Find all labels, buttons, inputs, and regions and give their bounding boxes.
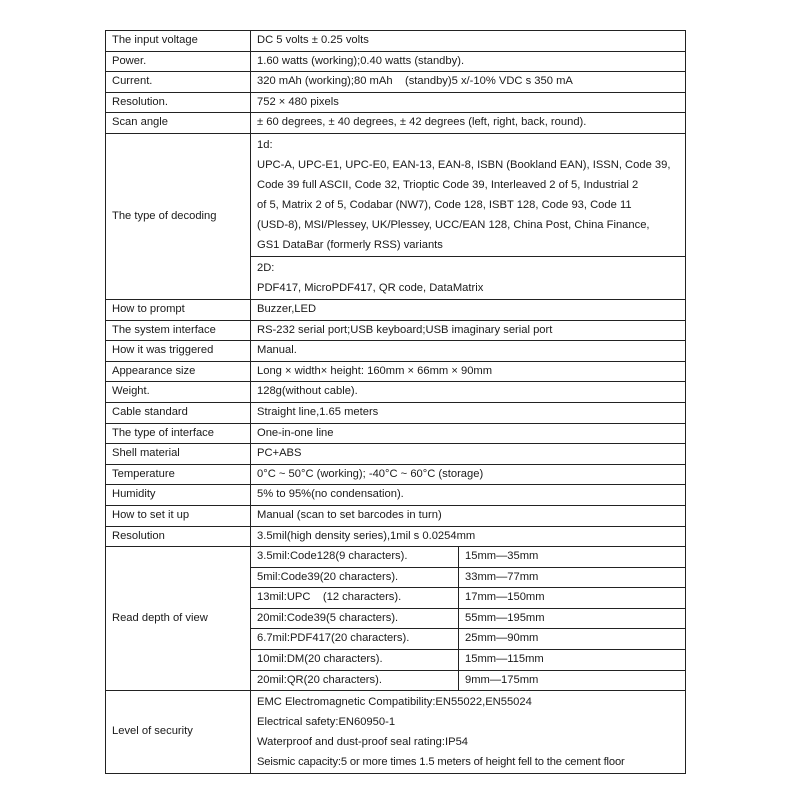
title-2d: 2D: (257, 261, 275, 274)
code: 5mil:Code39(20 characters). (251, 567, 459, 588)
range: 33mm—77mm (459, 567, 686, 588)
row-weight (106, 382, 686, 403)
row-temperature (106, 464, 686, 485)
range: 9mm—175mm (459, 670, 686, 691)
value: 0°C ~ 50°C (working); -40°C ~ 60°C (storage) (251, 464, 686, 485)
label: Read depth of view (106, 547, 251, 691)
row-resolution-px (106, 92, 686, 113)
code: 13mil:UPC (12 characters). (251, 588, 459, 609)
row-decoding-1d (106, 133, 686, 256)
label: Resolution. (106, 92, 251, 113)
value: Manual (scan to set barcodes in turn) (251, 505, 686, 526)
label: The type of decoding (106, 133, 251, 299)
label: Cable standard (106, 402, 251, 423)
label: Shell material (106, 444, 251, 465)
range: 17mm—150mm (459, 588, 686, 609)
row-appearance (106, 361, 686, 382)
label: Temperature (106, 464, 251, 485)
spec-table (105, 30, 686, 774)
row-humidity (106, 485, 686, 506)
value: Manual. (251, 341, 686, 362)
value: ± 60 degrees, ± 40 degrees, ± 42 degrees (left, right, back, round). (251, 113, 686, 134)
row-resolution-mil (106, 526, 686, 547)
value: 5% to 95%(no condensation). (251, 485, 686, 506)
label: Resolution (106, 526, 251, 547)
value: Buzzer,LED (251, 299, 686, 320)
value: PC+ABS (251, 444, 686, 465)
decoding-1d (251, 133, 686, 256)
line: Waterproof and dust-proof seal rating:IP54 (257, 736, 469, 749)
label: Humidity (106, 485, 251, 506)
label: Power. (106, 51, 251, 72)
line: GS1 DataBar (formerly RSS) variants (257, 238, 443, 251)
label: Current. (106, 72, 251, 93)
row-read-depth (106, 547, 686, 568)
label: Scan angle (106, 113, 251, 134)
row-current (106, 72, 686, 93)
label: The system interface (106, 320, 251, 341)
value: One-in-one line (251, 423, 686, 444)
value: RS-232 serial port;USB keyboard;USB imaginary serial port (251, 320, 686, 341)
row-input-voltage (106, 31, 686, 52)
row-cable (106, 402, 686, 423)
code: 20mil:QR(20 characters). (251, 670, 459, 691)
label: How to set it up (106, 505, 251, 526)
row-setup (106, 505, 686, 526)
value: Long × width× height: 160mm × 66mm × 90mm (251, 361, 686, 382)
code: 6.7mil:PDF417(20 characters). (251, 629, 459, 650)
line: UPC-A, UPC-E1, UPC-E0, EAN-13, EAN-8, ISBN (Bookland EAN), ISSN, Code 39, (257, 158, 671, 171)
line: of 5, Matrix 2 of 5, Codabar (NW7), Code 128, ISBT 128, Code 93, Code 11 (257, 198, 632, 211)
line: Electrical safety:EN60950-1 (257, 716, 396, 729)
line: Code 39 full ASCII, Code 32, Trioptic Code 39, Interleaved 2 of 5, Industrial 2 (257, 178, 639, 191)
range: 55mm—195mm (459, 608, 686, 629)
code: 10mil:DM(20 characters). (251, 650, 459, 671)
row-security (106, 691, 686, 774)
label: Appearance size (106, 361, 251, 382)
row-trigger (106, 341, 686, 362)
code: 3.5mil:Code128(9 characters). (251, 547, 459, 568)
row-prompt (106, 299, 686, 320)
line: EMC Electromagnetic Compatibility:EN55022,EN55024 (257, 696, 532, 709)
title-1d: 1d: (257, 138, 273, 151)
security-values (251, 691, 686, 774)
value: 752 × 480 pixels (251, 92, 686, 113)
row-interface-type (106, 423, 686, 444)
label: The type of interface (106, 423, 251, 444)
code: 20mil:Code39(5 characters). (251, 608, 459, 629)
label: The input voltage (106, 31, 251, 52)
value: DC 5 volts ± 0.25 volts (251, 31, 686, 52)
value: PDF417, MicroPDF417, QR code, DataMatrix (257, 281, 484, 294)
value: 3.5mil(high density series),1mil s 0.0254mm (251, 526, 686, 547)
row-shell (106, 444, 686, 465)
value: 320 mAh (working);80 mAh (standby)5 x/-10% VDC s 350 mA (251, 72, 686, 93)
row-system-interface (106, 320, 686, 341)
row-power (106, 51, 686, 72)
label: Weight. (106, 382, 251, 403)
range: 25mm—90mm (459, 629, 686, 650)
value: Straight line,1.65 meters (251, 402, 686, 423)
row-scan-angle (106, 113, 686, 134)
label: Level of security (106, 691, 251, 774)
line: Seismic capacity:5 or more times 1.5 meters of height fell to the cement floor (257, 756, 625, 769)
label: How to prompt (106, 299, 251, 320)
decoding-2d (251, 256, 686, 299)
range: 15mm—115mm (459, 650, 686, 671)
range: 15mm—35mm (459, 547, 686, 568)
label: How it was triggered (106, 341, 251, 362)
line: (USD-8), MSI/Plessey, UK/Plessey, UCC/EAN 128, China Post, China Finance, (257, 218, 650, 231)
value: 1.60 watts (working);0.40 watts (standby). (251, 51, 686, 72)
value: 128g(without cable). (251, 382, 686, 403)
